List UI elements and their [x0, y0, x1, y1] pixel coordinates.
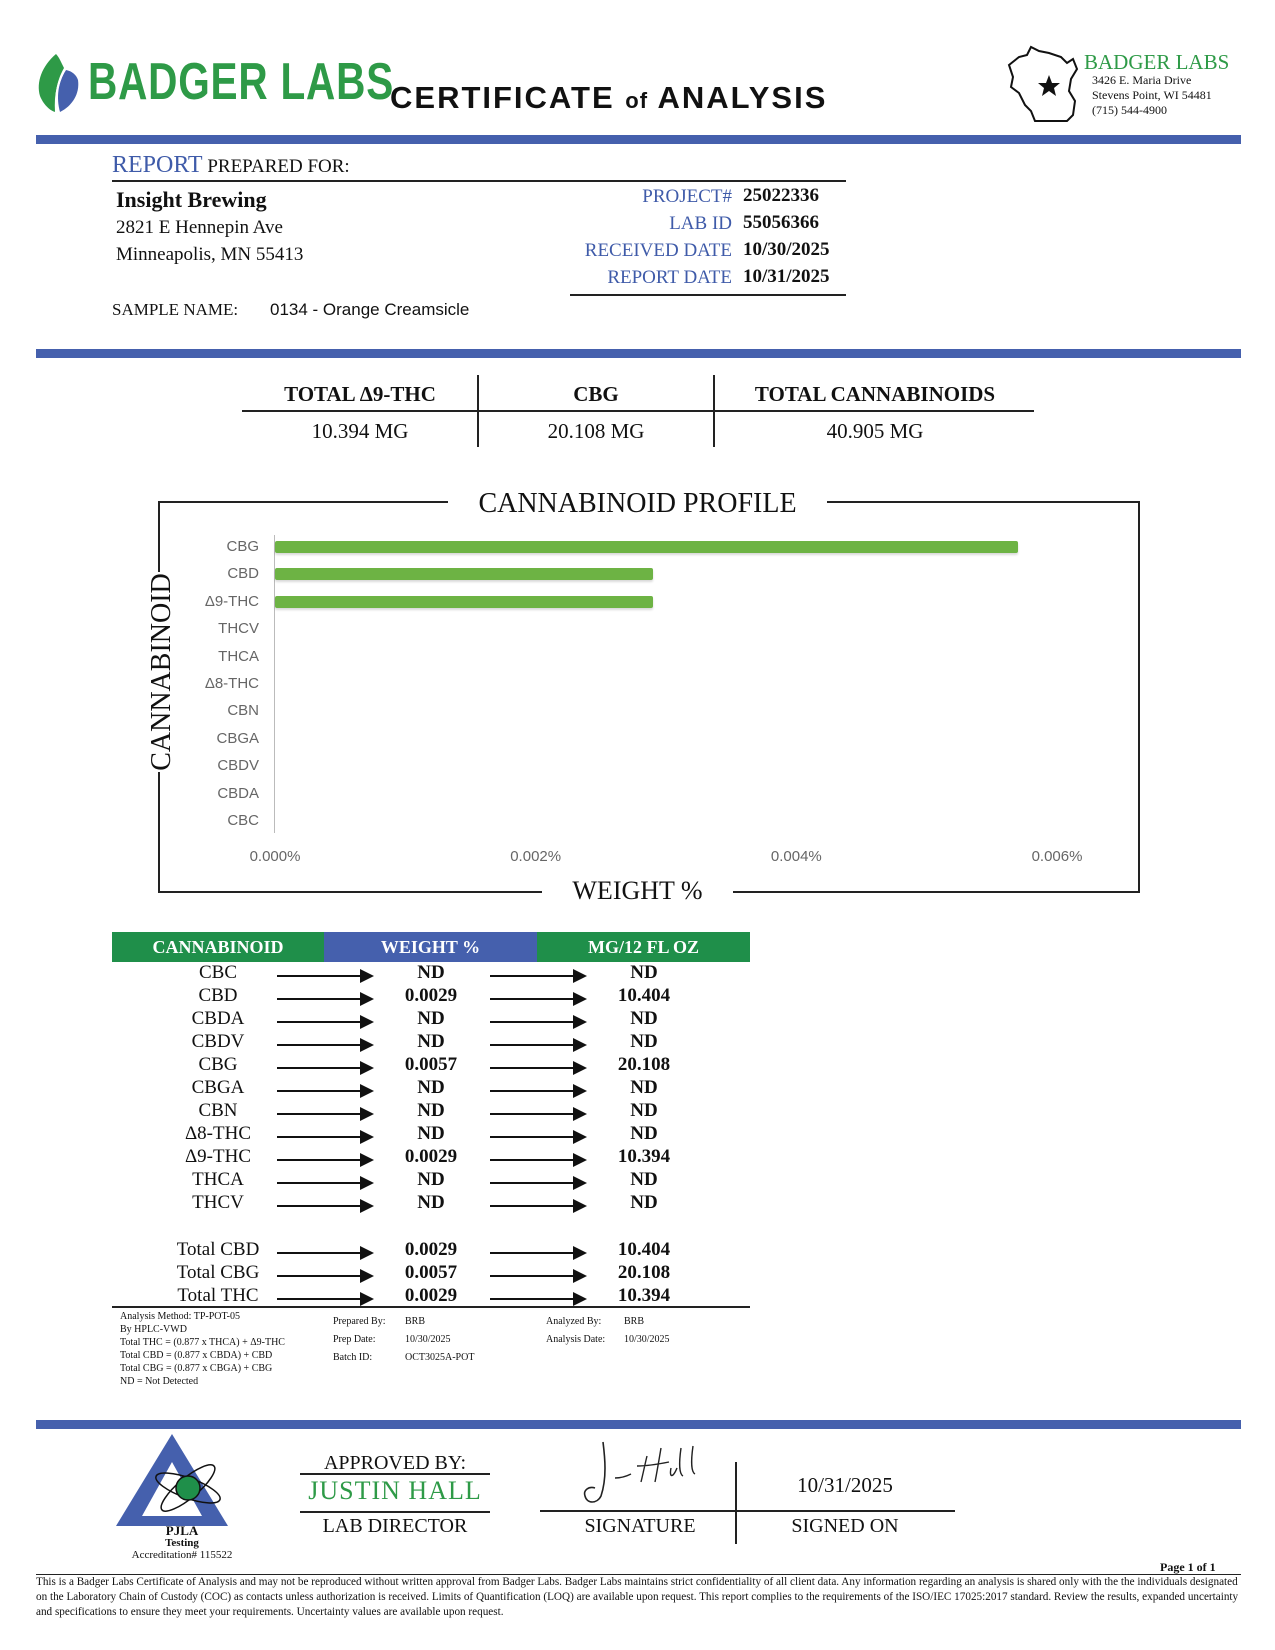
total-thc-value: 10.394 MG [311, 419, 409, 443]
mg-per-serving: ND [630, 1031, 658, 1052]
address-street: 3426 E. Maria Drive [1092, 73, 1192, 87]
cannabinoid-name: Total CBD [176, 1239, 260, 1260]
analysis-values: BRB 10/30/2025 [624, 1316, 670, 1345]
section-divider [36, 349, 1241, 358]
cannabinoid-name: Δ9-THC [184, 1146, 252, 1167]
project-label: PROJECT# [642, 186, 732, 207]
chart-category-label: CBDV [217, 757, 259, 775]
mg-per-serving: 10.404 [617, 1239, 671, 1260]
chart-title: CANNABINOID PROFILE [0, 488, 1275, 520]
brand-name: BADGER LABS [88, 53, 395, 111]
pjla-text: PJLA Testing Accreditation# 115522 [131, 1523, 233, 1561]
cannabinoid-name: CBG [198, 1054, 238, 1075]
cannabinoid-name: CBDA [191, 1008, 245, 1029]
header-divider [36, 135, 1241, 144]
address-city: Stevens Point, WI 54481 [1092, 88, 1212, 102]
mg-per-serving: 10.404 [617, 985, 671, 1006]
weight-percent: ND [417, 1123, 445, 1144]
mg-per-serving: 20.108 [617, 1262, 671, 1283]
mg-per-serving: ND [630, 1077, 658, 1098]
chart-bar [275, 568, 653, 580]
table-header-mg: MG/12 FL OZ [537, 932, 750, 962]
arrow-icon [277, 1275, 372, 1277]
footer-divider [36, 1420, 1241, 1429]
weight-percent: ND [417, 1008, 445, 1029]
mg-per-serving: ND [630, 962, 658, 983]
chart-category-label: Δ8-THC [204, 675, 259, 692]
signed-on-date: 10/31/2025 [797, 1473, 893, 1497]
arrow-icon [490, 1044, 585, 1046]
handwritten-signature [575, 1438, 715, 1508]
weight-percent: 0.0057 [404, 1262, 458, 1283]
weight-percent: ND [417, 962, 445, 983]
chart-category-label: THCV [218, 620, 259, 638]
approver-rule [300, 1511, 490, 1513]
badger-labs-leaf-logo [34, 52, 84, 114]
arrow-icon [277, 1252, 372, 1254]
cannabinoid-name: THCV [192, 1192, 244, 1213]
arrow-icon [490, 1113, 585, 1115]
signature-label: SIGNATURE [584, 1515, 696, 1537]
arrow-icon [490, 1067, 585, 1069]
report-date-value: 10/31/2025 [743, 266, 830, 287]
report-rule-top [112, 180, 846, 182]
total-cannabinoids-label: TOTAL CANNABINOIDS [754, 382, 996, 406]
cannabinoid-name: THCA [192, 1169, 244, 1190]
arrow-icon [490, 1298, 585, 1300]
document-title: CERTIFICATE of ANALYSIS [390, 80, 828, 115]
cannabinoid-name: Total THC [177, 1285, 259, 1306]
received-date-label: RECEIVED DATE [584, 240, 732, 261]
arrow-icon [490, 1136, 585, 1138]
weight-percent: ND [417, 1169, 445, 1190]
total-thc-label: TOTAL Δ9-THC [284, 382, 436, 406]
approver-role: LAB DIRECTOR [322, 1515, 468, 1537]
weight-percent: 0.0057 [404, 1054, 458, 1075]
prep-labels: Prepared By: Prep Date: Batch ID: [333, 1316, 386, 1363]
cannabinoid-name: Total CBG [176, 1262, 260, 1283]
arrow-icon [277, 1182, 372, 1184]
chart-category-label: CBC [227, 812, 259, 829]
chart-y-axis-title: CANNABINOID [146, 573, 177, 771]
chart-x-axis-title: WEIGHT % [0, 876, 1275, 906]
wisconsin-map-icon [1005, 43, 1083, 125]
mg-per-serving: ND [630, 1169, 658, 1190]
arrow-icon [277, 1021, 372, 1023]
report-date-label: REPORT DATE [607, 267, 732, 288]
lab-id-value: 55056366 [743, 212, 819, 233]
report-rule-bottom [570, 294, 846, 296]
chart-x-tick-label: 0.002% [510, 848, 562, 865]
arrow-icon [277, 975, 372, 977]
arrow-icon [490, 1090, 585, 1092]
arrow-icon [277, 1205, 372, 1207]
project-value: 25022336 [743, 185, 819, 206]
signed-on-label: SIGNED ON [791, 1515, 899, 1537]
mg-per-serving: 20.108 [617, 1054, 671, 1075]
weight-percent: ND [417, 1031, 445, 1052]
approver-name: JUSTIN HALL [308, 1476, 482, 1505]
cbg-total-value: 20.108 MG [547, 419, 645, 443]
sample-name-label: SAMPLE NAME: [112, 300, 239, 319]
weight-percent: 0.0029 [404, 985, 458, 1006]
signature-rule [540, 1510, 955, 1512]
weight-percent: ND [417, 1192, 445, 1213]
total-cannabinoids-value: 40.905 MG [826, 419, 924, 443]
cannabinoid-name: CBD [198, 985, 238, 1006]
chart-category-label: CBD [227, 565, 259, 583]
arrow-icon [490, 1159, 585, 1161]
arrow-icon [490, 1252, 585, 1254]
chart-category-label: THCA [218, 647, 259, 665]
chart-category-label: Δ9-THC [204, 592, 259, 610]
totals-divider-2 [713, 375, 715, 447]
cannabinoid-name: CBDV [191, 1031, 245, 1052]
arrow-icon [277, 1044, 372, 1046]
mg-per-serving: ND [630, 1008, 658, 1029]
totals-divider-1 [477, 375, 479, 447]
prep-values: BRB 10/30/2025 OCT3025A-POT [405, 1316, 475, 1363]
table-header-weight: WEIGHT % [324, 932, 537, 962]
disclaimer-text: This is a Badger Labs Certificate of Analysis and may not be reproduced without written approval from Badger Labs. Badger Labs maintains strict confidentiality of all client data. Any information regarding an analysis is shared only with the the individuals designated on the Laboratory Chain of Custody (COC) as contacts unless authorization is received. Limits of Quantification (LOQ) are available upon request. This report complies to the requirements of the ISO/IEC 17025:2017 standard. Review the results, expanded uncertainty and specifications to ensure they meet your requirements. Uncertainty values are available upon request. [36, 1576, 1239, 1618]
chart-bar [275, 596, 653, 608]
sample-name-value: 0134 - Orange Creamsicle [270, 300, 470, 319]
report-prepared-for: REPORT PREPARED FOR: [112, 152, 350, 178]
totals-rule [242, 410, 1034, 412]
weight-percent: 0.0029 [404, 1239, 458, 1260]
chart-x-tick-label: 0.006% [1031, 848, 1083, 865]
arrow-icon [277, 1136, 372, 1138]
lab-id-label: LAB ID [669, 213, 732, 234]
page-number: Page 1 of 1 [1160, 1560, 1216, 1574]
cannabinoid-name: CBN [198, 1100, 238, 1121]
table-header-cannabinoid: CANNABINOID [112, 932, 324, 962]
address-phone: (715) 544-4900 [1092, 103, 1167, 117]
client-street: 2821 E Hennepin Ave [116, 217, 283, 238]
arrow-icon [490, 1205, 585, 1207]
arrow-icon [277, 998, 372, 1000]
weight-percent: ND [417, 1100, 445, 1121]
weight-percent: 0.0029 [404, 1146, 458, 1167]
approved-by-label: APPROVED BY: [323, 1452, 467, 1474]
chart-bar [275, 541, 1018, 553]
analysis-labels: Analyzed By: Analysis Date: [546, 1316, 606, 1345]
mg-per-serving: 10.394 [617, 1146, 671, 1167]
pjla-accreditation-logo [112, 1432, 232, 1528]
arrow-icon [490, 998, 585, 1000]
arrow-icon [490, 1275, 585, 1277]
chart-category-label: CBGA [216, 729, 259, 747]
arrow-icon [277, 1159, 372, 1161]
cbg-total-label: CBG [573, 382, 619, 406]
received-date-value: 10/30/2025 [743, 239, 830, 260]
arrow-icon [277, 1090, 372, 1092]
arrow-icon [277, 1067, 372, 1069]
mg-per-serving: ND [630, 1100, 658, 1121]
address-company: BADGER LABS [1084, 50, 1230, 74]
client-name: Insight Brewing [116, 187, 267, 212]
mg-per-serving: ND [630, 1192, 658, 1213]
client-city: Minneapolis, MN 55413 [116, 244, 304, 265]
arrow-icon [277, 1298, 372, 1300]
weight-percent: ND [417, 1077, 445, 1098]
mg-per-serving: 10.394 [617, 1285, 671, 1306]
weight-percent: 0.0029 [404, 1285, 458, 1306]
method-notes: Analysis Method: TP-POT-05 By HPLC-VWD Total THC = (0.877 x THCA) + Δ9-THC Total CBD = (0.877 x CBDA) + CBD Total CBG = (0.877 x CBGA) + CBG ND = Not Detected [120, 1311, 285, 1387]
chart-x-tick-label: 0.000% [249, 848, 301, 865]
chart-category-label: CBG [226, 538, 259, 555]
chart-y-axis-line [274, 535, 275, 833]
chart-category-label: CBDA [217, 784, 259, 802]
table-bottom-rule [112, 1306, 750, 1308]
arrow-icon [490, 975, 585, 977]
chart-frame [158, 501, 1140, 893]
cannabinoid-name: CBGA [191, 1077, 245, 1098]
chart-x-tick-label: 0.004% [770, 848, 822, 865]
arrow-icon [490, 1182, 585, 1184]
cannabinoid-name: Δ8-THC [184, 1123, 252, 1144]
arrow-icon [490, 1021, 585, 1023]
cannabinoid-name: CBC [198, 962, 238, 983]
chart-category-label: CBN [227, 702, 259, 720]
mg-per-serving: ND [630, 1123, 658, 1144]
arrow-icon [277, 1113, 372, 1115]
